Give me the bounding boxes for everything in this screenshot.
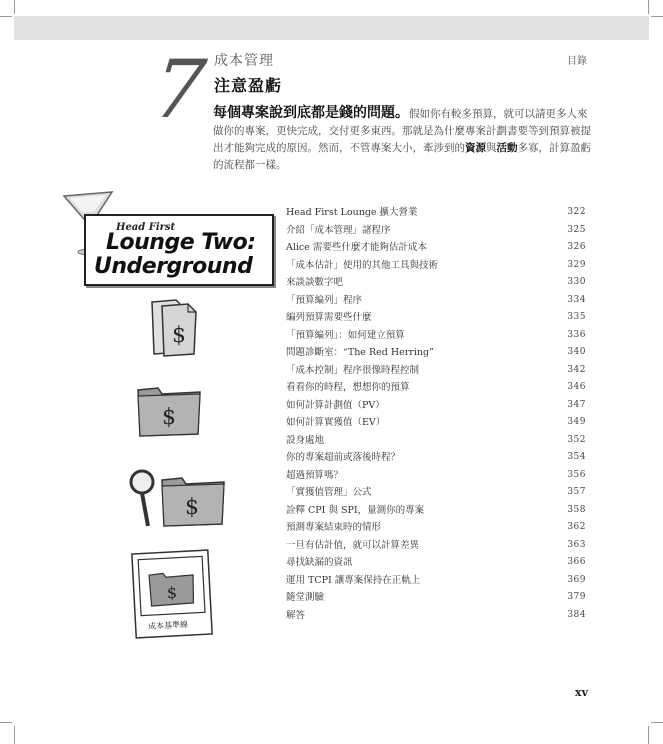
toc-entry-page: 334 bbox=[567, 294, 586, 305]
toc-entry-title: 「預算編列」：如何建立預算 bbox=[286, 329, 405, 341]
toc-entry[interactable] bbox=[286, 537, 586, 555]
toc-link[interactable]: 目錄 bbox=[567, 56, 587, 67]
dollar-sign: $ bbox=[166, 582, 178, 603]
toc-entry-title: 隨堂測驗 bbox=[286, 592, 325, 603]
toc-entry-page: 384 bbox=[567, 609, 586, 620]
toc-entry-page: 352 bbox=[567, 434, 586, 445]
intro-lead: 每個專案說到底都是錢的問題。 bbox=[213, 105, 409, 121]
toc-entry-page: 347 bbox=[567, 399, 586, 410]
toc-entry-title: 設身處地 bbox=[286, 434, 325, 446]
toc-entry[interactable] bbox=[286, 204, 586, 222]
toc-entry-page: 358 bbox=[567, 504, 586, 515]
toc-entry[interactable] bbox=[286, 432, 586, 450]
toc-entry[interactable] bbox=[286, 362, 586, 380]
toc-entry-page: 340 bbox=[567, 347, 586, 357]
toc-entry-page: 346 bbox=[567, 382, 586, 392]
toc-entry-title: 超過預算嗎？ bbox=[286, 469, 344, 481]
toc-entry-page: 356 bbox=[567, 469, 586, 480]
toc-entry-page: 357 bbox=[567, 487, 586, 497]
lounge-line2: Underground bbox=[94, 254, 253, 279]
toc-entry[interactable] bbox=[286, 344, 586, 362]
toc-entry[interactable] bbox=[286, 239, 586, 257]
crop-mark bbox=[0, 16, 12, 17]
toc-entry[interactable] bbox=[286, 222, 586, 240]
toc-entry-title: Head First Lounge 擴大營業 bbox=[286, 207, 418, 218]
toc-entry[interactable] bbox=[286, 327, 586, 345]
toc-entry-page: 326 bbox=[567, 242, 586, 252]
toc-entry-page: 354 bbox=[567, 452, 586, 462]
lounge-logo bbox=[60, 190, 280, 290]
toc-entry-page: 362 bbox=[567, 522, 586, 532]
toc-entry[interactable] bbox=[286, 414, 586, 432]
toc-entry[interactable] bbox=[286, 467, 586, 485]
toc-entry-title: 編列預算需要些什麼 bbox=[286, 312, 372, 323]
dollar-folder-icon bbox=[134, 382, 204, 438]
toc-entry[interactable] bbox=[286, 309, 586, 327]
toc-entry[interactable] bbox=[286, 607, 586, 625]
crop-mark bbox=[651, 722, 663, 723]
toc-entry-title: 你的專案超前或落後時程？ bbox=[286, 452, 401, 463]
crop-mark bbox=[0, 722, 12, 723]
toc-entry-page: 329 bbox=[567, 259, 586, 270]
dollar-sign: $ bbox=[172, 323, 186, 348]
toc-entry[interactable] bbox=[286, 274, 586, 292]
toc-entry-title: 如何計算計劃值（PV） bbox=[286, 399, 385, 411]
magnifier-folder-icon bbox=[128, 462, 228, 532]
intro-bold: 活動 bbox=[496, 142, 518, 154]
toc-entry-title: 「成本估計」使用的其他工具與技術 bbox=[286, 259, 439, 271]
toc-entry-title: 解答 bbox=[286, 609, 306, 621]
toc-entry-title: 尋找缺漏的資訊 bbox=[286, 557, 353, 568]
intro-text: 與 bbox=[486, 142, 497, 154]
toc-entry[interactable] bbox=[286, 484, 586, 502]
polaroid-caption: 成本基準線 bbox=[147, 619, 189, 632]
toc-entry-page: 330 bbox=[567, 277, 586, 287]
toc-entry[interactable] bbox=[286, 257, 586, 275]
toc-entry[interactable] bbox=[286, 379, 586, 397]
toc-entry-title: 「成本控制」程序很像時程控制 bbox=[286, 364, 420, 376]
toc-entry-title: 看看你的時程，想想你的預算 bbox=[286, 382, 410, 393]
toc-entry-title: 介紹「成本管理」諸程序 bbox=[286, 224, 391, 236]
toc-entry-page: 366 bbox=[567, 557, 586, 567]
toc-entry-page: 325 bbox=[567, 224, 586, 235]
chapter-intro bbox=[213, 105, 593, 174]
toc-entry-title: 「預算編列」程序 bbox=[286, 294, 363, 306]
toc-entry-page: 363 bbox=[567, 539, 586, 550]
toc-entry-title: 詮釋 CPI 與 SPI，量測你的專案 bbox=[286, 504, 425, 516]
toc-entry-page: 349 bbox=[567, 417, 586, 427]
budget-documents-icon bbox=[146, 296, 202, 358]
intro-bold: 資源 bbox=[465, 142, 486, 154]
toc-list bbox=[286, 204, 586, 624]
toc-entry-title: 「實獲值管理」公式 bbox=[286, 487, 372, 498]
toc-entry[interactable] bbox=[286, 572, 586, 590]
crop-mark bbox=[14, 726, 15, 744]
lounge-small: Head First bbox=[116, 222, 176, 233]
lounge-line1: Lounge Two: bbox=[106, 230, 256, 255]
toc-entry-page: 335 bbox=[567, 312, 586, 322]
toc-entry-page: 342 bbox=[567, 364, 586, 375]
toc-entry[interactable] bbox=[286, 397, 586, 415]
chapter-title: 注意盈虧 bbox=[214, 76, 283, 95]
crop-mark bbox=[648, 0, 649, 14]
dollar-sign: $ bbox=[185, 495, 199, 520]
page-folio: xv bbox=[575, 686, 588, 699]
toc-entry-page: 322 bbox=[567, 207, 586, 217]
crop-mark bbox=[14, 0, 15, 14]
toc-entry-title: 運用 TCPI 讓專案保持在正軌上 bbox=[286, 574, 421, 586]
toc-entry-title: 預測專案結束時的情形 bbox=[286, 522, 382, 533]
toc-entry[interactable] bbox=[286, 502, 586, 520]
intro-text: 多寡，計算盈虧的流程都一樣。 bbox=[213, 142, 591, 171]
dollar-sign: $ bbox=[162, 405, 176, 430]
toc-entry-page: 336 bbox=[567, 329, 586, 340]
header-band bbox=[14, 16, 649, 40]
chapter-number: 7 bbox=[149, 43, 210, 136]
crop-mark bbox=[648, 726, 649, 744]
toc-entry-page: 379 bbox=[567, 592, 586, 602]
toc-entry-title: 如何計算實獲值（EV） bbox=[286, 417, 386, 428]
intro-text: 假如你有較多預算，就可以請更多人來做你的專案，更快完成，交付更多東西。那就是為什麼專案計劃書要等到預算被提出才能夠完成的原因。然而，不管專案大小，牽涉到的 bbox=[213, 108, 591, 154]
toc-entry-title: 一旦有估計值，就可以計算差異 bbox=[286, 539, 420, 551]
toc-entry-page: 369 bbox=[567, 574, 586, 585]
chapter-label: 成本管理 bbox=[214, 53, 274, 69]
toc-entry[interactable] bbox=[286, 554, 586, 572]
toc-entry-title: Alice 需要些什麼才能夠估計成本 bbox=[286, 242, 427, 253]
toc-entry-title: 來談談數字吧 bbox=[286, 277, 344, 288]
toc-entry[interactable] bbox=[286, 519, 586, 537]
toc-entry[interactable] bbox=[286, 589, 586, 607]
crop-mark bbox=[651, 16, 663, 17]
lounge-sign bbox=[84, 214, 274, 286]
toc-entry-title: 問題診斷室：“The Red Herring” bbox=[286, 347, 434, 358]
toc-entry[interactable] bbox=[286, 292, 586, 310]
toc-entry[interactable] bbox=[286, 449, 586, 467]
